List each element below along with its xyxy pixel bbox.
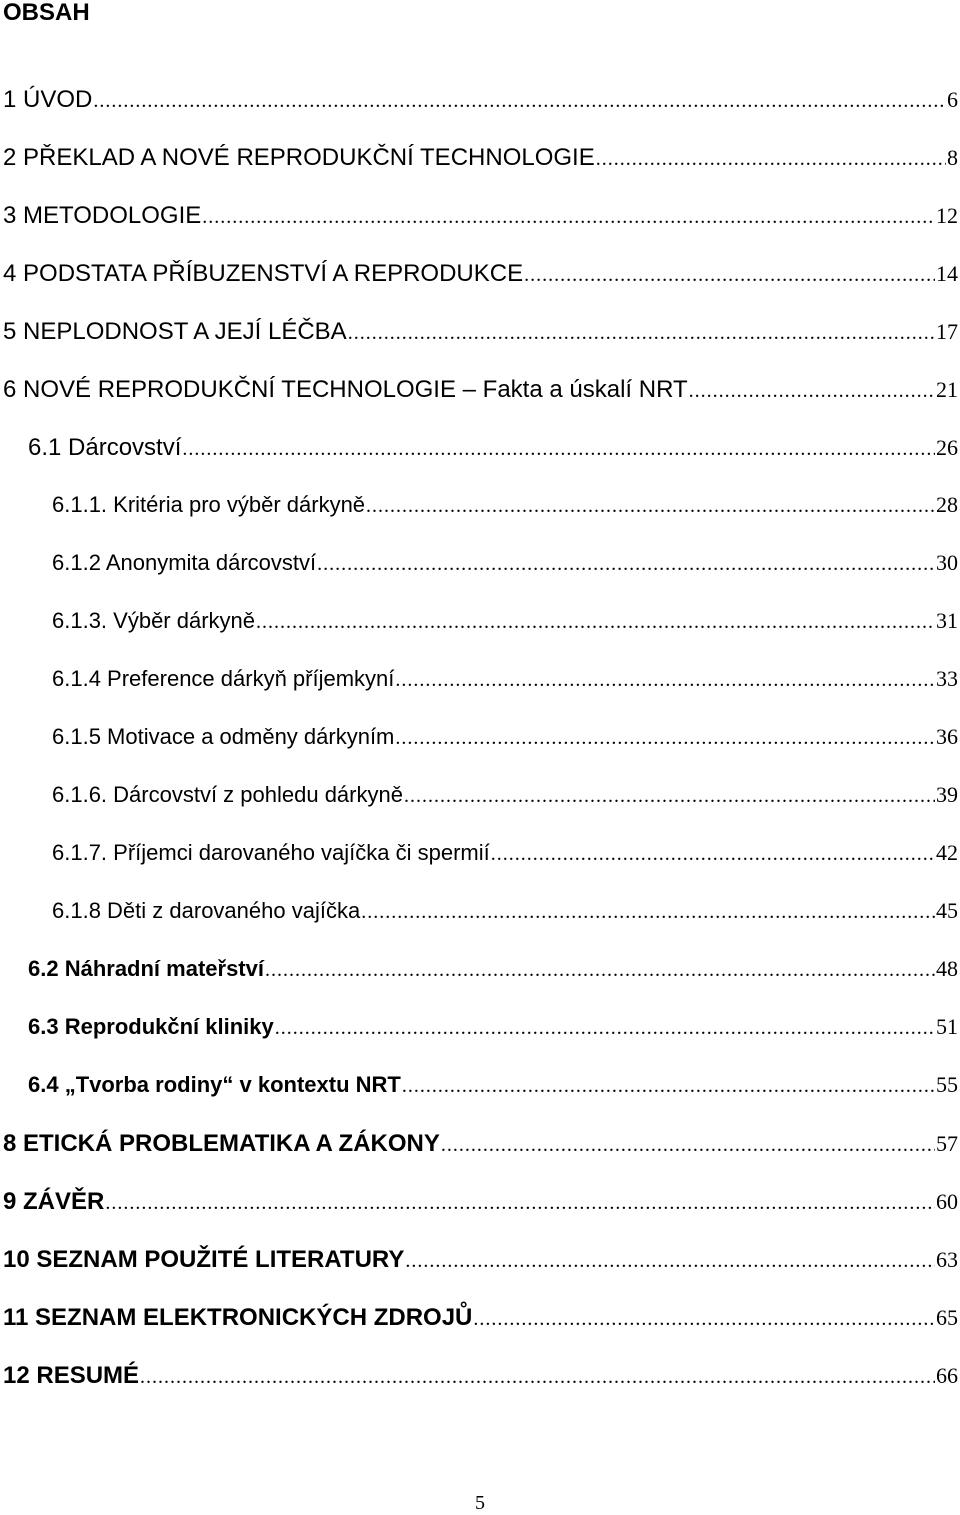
- toc-entry-label: 10 SEZNAM POUŽITÉ LITERATURY: [3, 1246, 405, 1273]
- toc-entry-label: 8 ETICKÁ PROBLEMATIKA A ZÁKONY: [3, 1130, 440, 1157]
- toc-entry-page: 36: [936, 724, 958, 749]
- toc-entry-page: 51: [936, 1014, 958, 1039]
- toc-entry-label: 6.1.2 Anonymita dárcovství: [52, 550, 317, 575]
- toc-leader-dots: [441, 1134, 935, 1157]
- toc-leader-dots: [348, 322, 935, 345]
- toc-entry-page: 42: [936, 840, 958, 865]
- toc-entry-elektronicke-zdroje[interactable]: [3, 1304, 958, 1344]
- toc-entry-preklad[interactable]: [3, 144, 958, 184]
- toc-leader-dots: [491, 843, 935, 866]
- toc-entry-zaver[interactable]: [3, 1188, 958, 1228]
- toc-entry-label: 6.3 Reprodukční kliniky: [28, 1014, 274, 1039]
- toc-entry-metodologie[interactable]: [3, 202, 958, 242]
- toc-entry-podstata[interactable]: [3, 260, 958, 300]
- toc-entry-label: 6.1.8 Děti z darovaného vajíčka: [52, 898, 361, 923]
- toc-entry-pohled-darkyne[interactable]: [52, 782, 958, 822]
- toc-entry-eticka[interactable]: [3, 1130, 958, 1170]
- toc-entry-page: 8: [947, 145, 958, 170]
- toc-entry-literatura[interactable]: [3, 1246, 958, 1286]
- toc-entry-label: 9 ZÁVĚR: [3, 1188, 105, 1215]
- toc-entry-page: 66: [936, 1363, 958, 1388]
- toc-leader-dots: [256, 611, 935, 634]
- toc-entry-label: 2 PŘEKLAD A NOVÉ REPRODUKČNÍ TECHNOLOGIE: [3, 144, 595, 171]
- toc-leader-dots: [596, 148, 946, 171]
- toc-leader-dots: [405, 1250, 935, 1273]
- toc-entry-tvorba-rodiny[interactable]: [28, 1072, 958, 1112]
- toc-entry-kliniky[interactable]: [28, 1014, 958, 1054]
- toc-entry-label: 3 METODOLOGIE: [3, 202, 202, 229]
- toc-entry-label: 6 NOVÉ REPRODUKČNÍ TECHNOLOGIE – Fakta a úskalí NRT: [3, 376, 688, 403]
- toc-entry-label: 11 SEZNAM ELEKTRONICKÝCH ZDROJŮ: [3, 1304, 473, 1331]
- toc-leader-dots: [524, 264, 935, 287]
- toc-entry-page: 6: [947, 87, 958, 112]
- toc-leader-dots: [366, 495, 935, 518]
- toc-entry-page: 65: [936, 1305, 958, 1330]
- toc-entry-label: 6.1.1. Kritéria pro výběr dárkyně: [52, 492, 366, 517]
- toc-leader-dots: [317, 553, 935, 576]
- toc-leader-dots: [202, 206, 935, 229]
- toc-leader-dots: [361, 901, 935, 924]
- toc-leader-dots: [182, 438, 935, 461]
- toc-entry-neplodnost[interactable]: [3, 318, 958, 358]
- toc-entry-label: 1 ÚVOD: [3, 86, 93, 113]
- toc-entry-page: 12: [936, 203, 958, 228]
- toc-leader-dots: [265, 959, 935, 982]
- toc-entry-label: 12 RESUMÉ: [3, 1362, 140, 1389]
- toc-entry-page: 39: [936, 782, 958, 807]
- toc-entry-page: 33: [936, 666, 958, 691]
- toc-entry-motivace[interactable]: [52, 724, 958, 764]
- toc-entry-uvod[interactable]: [3, 86, 958, 126]
- toc-entry-anonymita[interactable]: [52, 550, 958, 590]
- toc-entry-page: 45: [936, 898, 958, 923]
- toc-entry-label: 6.1.3. Výběr dárkyně: [52, 608, 256, 633]
- toc-entry-label: 5 NEPLODNOST A JEJÍ LÉČBA: [3, 318, 347, 345]
- toc-leader-dots: [105, 1192, 935, 1215]
- page-title: OBSAH: [3, 0, 90, 26]
- toc-entry-page: 57: [936, 1131, 958, 1156]
- toc-entry-label: 6.2 Náhradní mateřství: [28, 956, 264, 981]
- toc-entry-prijemci[interactable]: [52, 840, 958, 880]
- toc-entry-page: 14: [936, 261, 958, 286]
- toc-leader-dots: [93, 90, 946, 113]
- toc-entry-label: 6.1.7. Příjemci darovaného vajíčka či spermií: [52, 840, 490, 865]
- toc-entry-label: 4 PODSTATA PŘÍBUZENSTVÍ A REPRODUKCE: [3, 260, 524, 287]
- toc-entry-nahradni-materstvi[interactable]: [28, 956, 958, 996]
- toc-entry-page: 60: [936, 1189, 958, 1214]
- toc-leader-dots: [140, 1366, 935, 1389]
- toc-entry-label: 6.1.4 Preference dárkyň příjemkyní: [52, 666, 395, 691]
- toc-leader-dots: [395, 669, 935, 692]
- toc-entry-label: 6.1 Dárcovství: [28, 434, 182, 461]
- toc-entry-page: 63: [936, 1247, 958, 1272]
- toc-entry-page: 30: [936, 550, 958, 575]
- toc-leader-dots: [689, 380, 935, 403]
- toc-entry-page: 28: [936, 492, 958, 517]
- toc-entry-label: 6.1.6. Dárcovství z pohledu dárkyně: [52, 782, 403, 807]
- toc-entry-preference[interactable]: [52, 666, 958, 706]
- toc-leader-dots: [275, 1017, 935, 1040]
- toc-entry-page: 31: [936, 608, 958, 633]
- toc-entry-page: 48: [936, 956, 958, 981]
- toc-entry-deti[interactable]: [52, 898, 958, 938]
- toc-leader-dots: [404, 785, 935, 808]
- toc-leader-dots: [473, 1308, 935, 1331]
- toc-entry-page: 17: [936, 319, 958, 344]
- toc-entry-resume[interactable]: [3, 1362, 958, 1402]
- toc-entry-label: 6.1.5 Motivace a odměny dárkyním: [52, 724, 395, 749]
- toc-entry-page: 26: [936, 435, 958, 460]
- toc-leader-dots: [395, 727, 935, 750]
- toc-leader-dots: [402, 1075, 935, 1098]
- page-number: 5: [475, 1492, 485, 1514]
- toc-entry-vyber[interactable]: [52, 608, 958, 648]
- toc-entry-page: 55: [936, 1072, 958, 1097]
- toc-entry-label: 6.4 „Tvorba rodiny“ v kontextu NRT: [28, 1072, 401, 1097]
- toc-entry-kriteria[interactable]: [52, 492, 958, 532]
- toc-entry-darcovstvi[interactable]: [28, 434, 958, 474]
- toc-entry-page: 21: [936, 377, 958, 402]
- toc-entry-nove-technologie[interactable]: [3, 376, 958, 416]
